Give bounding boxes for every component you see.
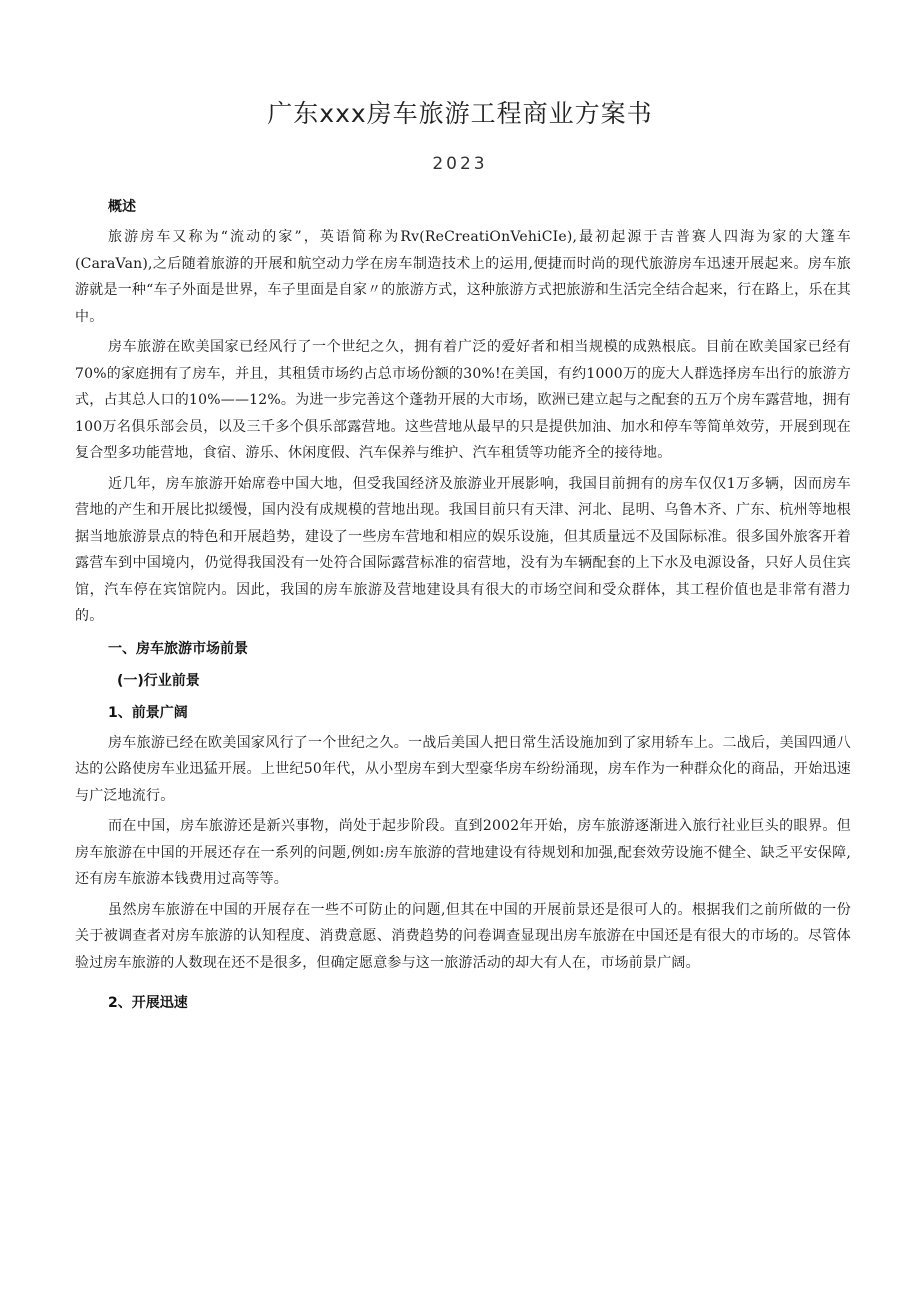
item-heading: 1、前景广阔 (108, 704, 188, 721)
document-title: 广东xxx房车旅游工程商业方案书 (267, 99, 653, 128)
paragraph: 房车旅游已经在欧美国家风行了一个世纪之久。一战后美国人把日常生活设施加到了家用轿车上。二战后，美国四通八达的公路使房车业迅猛开展。上世纪50年代，从小型房车到大型豪华房车纷纷涌现，房车作为一种群众化的商品，开始迅速与广泛地流行。 (75, 734, 851, 804)
section-heading: 一、房车旅游市场前景 (108, 640, 248, 657)
item-heading: 2、开展迅速 (108, 995, 188, 1011)
paragraph: 虽然房车旅游在中国的开展存在一些不可防止的问题,但其在中国的开展前景还是很可人的。根据我们之前所做的一份关于被调查者对房车旅游的认知程度、消费意愿、消费趋势的问卷调查显现出房车旅游在中国还是有很大的市场的。尽管体验过房车旅游的人数现在还不是很多，但确定愿意参与这一旅游活动的却大有人在，市场前景广阔。 (75, 901, 851, 971)
paragraph-intro: 旅游房车又称为“流动的家”，英语简称为Rv(ReCreatiOnVehiCIe),最初起源于吉普赛人四海为家的大篷车(CaraVan),之后随着旅游的开展和航空动力学在房车制造技术上的运用,便捷而时尚的现代旅游房车迅速开展起来。房车旅游就是一种“车子外面是世界，车子里面是自家〃的旅游方式，这种旅游方式把旅游和生活完全结合起来，行在路上，乐在其中。 (75, 229, 851, 325)
subsection-heading: (一)行业前景 (117, 672, 200, 689)
paragraph: 而在中国，房车旅游还是新兴事物，尚处于起步阶段。直到2002年开始，房车旅游逐渐进入旅行社业巨头的眼界。但房车旅游在中国的开展还存在一系列的问题,例如:房车旅游的营地建设有待规划和加强,配套效劳设施不健全、缺乏平安保障,还有房车旅游本钱费用过高等等。 (75, 818, 851, 887)
paragraph-europe: 房车旅游在欧美国家已经风行了一个世纪之久，拥有着广泛的爱好者和相当规模的成熟根底。目前在欧美国家已经有70%的家庭拥有了房车，并且，其租赁市场约占总市场份额的30%!在美国，有约1000万的庞大人群选择房车出行的旅游方式，占其总人口的10%——12%。为进一步完善这个蓬勃开展的大市场，欧洲已建立起与之配套的五万个房车露营地，拥有100万名俱乐部会员，以及三千多个俱乐部露营地。这些营地从最早的只是提供加油、加水和停车等简单效劳，开展到现在复合型多功能营地，食宿、游乐、休闲度假、汽车保养与维护、汽车租赁等功能齐全的接待地。 (75, 339, 851, 461)
document-body (75, 196, 851, 1014)
document-year: 2023 (432, 154, 488, 174)
overview-heading: 概述 (108, 199, 136, 215)
paragraph-china: 近几年，房车旅游开始席卷中国大地，但受我国经济及旅游业开展影响，我国目前拥有的房车仅仅1万多辆，因而房车营地的产生和开展比拟缓慢，国内没有成规模的营地出现。我国目前只有天津、河北、昆明、乌鲁木齐、广东、杭州等地根据当地旅游景点的特色和开展趋势，建设了一些房车营地和相应的娱乐设施，但其质量远不及国际标准。很多国外旅客开着露营车到中国境内，仍觉得我国没有一处符合国际露营标准的宿营地，没有为车辆配套的上下水及电源设备，只好人员住宾馆，汽车停在宾馆院内。因此，我国的房车旅游及营地建设具有很大的市场空间和受众群体，其工程价值也是非常有潜力的。 (75, 475, 851, 624)
